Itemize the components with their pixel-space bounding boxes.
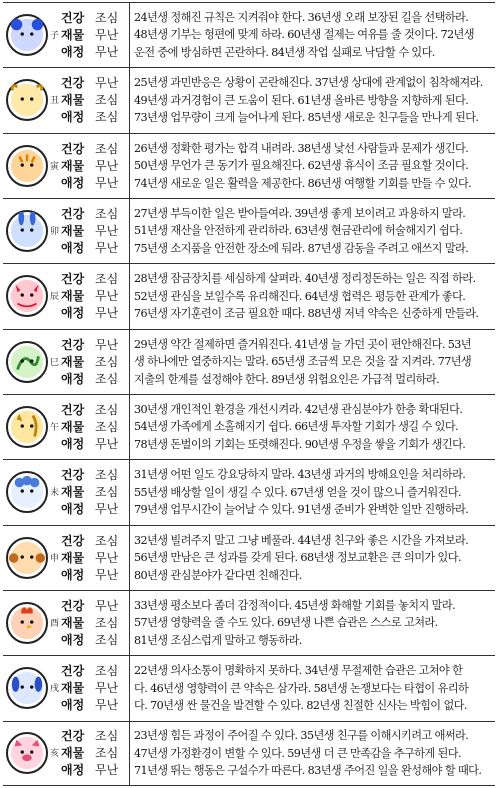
zodiac-ratings-cell [3, 264, 130, 328]
zodiac-hanja: 未 [50, 488, 60, 499]
fortune-line: 52년생 관심을 보일수록 유리해진다. 64년생 협력은 평등한 관계가 좋다. [134, 289, 466, 303]
zodiac-row [3, 67, 495, 132]
rabbit-icon [6, 210, 48, 252]
category-label: 애정 [61, 371, 85, 386]
fortune-line: 50년생 무언가 큰 동기가 필요해진다. 62년생 휴식이 조금 필요할 것이다. [134, 159, 469, 173]
zodiac-hanja: 戌 [50, 684, 60, 695]
love-rating [61, 240, 129, 257]
fortune-text [134, 9, 493, 62]
category-label: 건강 [61, 11, 85, 26]
health-rating [61, 598, 129, 615]
category-label: 재물 [61, 93, 85, 108]
zodiac-row [3, 459, 495, 524]
fortune-categories [61, 467, 129, 518]
category-label: 건강 [61, 141, 85, 156]
category-value: 조심 [95, 207, 119, 222]
fortune-line: 54년생 가족에게 소홀해지기 쉽다. 66년생 투자할 기회가 생길 수 있다. [134, 420, 458, 434]
love-rating [61, 44, 129, 61]
zodiac-row [3, 590, 495, 655]
category-label: 애정 [61, 437, 85, 452]
category-label: 재물 [61, 550, 85, 565]
category-value: 조심 [95, 533, 119, 548]
category-value: 무난 [95, 45, 119, 60]
category-value: 무난 [95, 76, 119, 91]
fortune-text [134, 401, 493, 454]
fortune-text [134, 140, 493, 193]
fortune-line: 49년생 과거경험이 큰 도움이 된다. 61년생 올바른 방향을 지향하게 된다. [134, 93, 469, 107]
snake-icon [6, 341, 48, 383]
zodiac-ratings-cell [3, 199, 130, 263]
zodiac-hanja: 辰 [50, 292, 60, 303]
love-rating [61, 697, 129, 714]
category-label: 재물 [61, 681, 85, 696]
zodiac-ratings-cell [3, 526, 130, 590]
fortune-line: 27년생 부득이한 일은 받아들여라. 39년생 좋게 보이려고 과용하지 말라. [134, 206, 466, 220]
zodiac-row [3, 133, 495, 198]
category-label: 건강 [61, 533, 85, 548]
category-label: 재물 [61, 354, 85, 369]
wealth-rating [61, 223, 129, 240]
wealth-rating [61, 354, 129, 371]
fortune-line: 22년생 의사소통이 명확하지 못하다. 34년생 무절제한 습관은 고쳐야 한 [134, 664, 463, 678]
health-rating [61, 533, 129, 550]
fortune-categories [61, 271, 129, 322]
fortune-text [134, 336, 493, 389]
category-value: 무난 [95, 337, 119, 352]
zodiac-ratings-cell [3, 330, 130, 394]
category-value: 무난 [95, 550, 119, 565]
fortune-line: 지출의 한계를 설정해야 한다. 89년생 위험요인은 가급적 멀리하라. [134, 372, 440, 386]
fortune-line: 26년생 정확한 평가는 합격 내려라. 38년생 낯선 사람들과 문제가 생긴다. [134, 141, 469, 155]
wealth-rating [61, 615, 129, 632]
health-rating [61, 467, 129, 484]
zodiac-ratings-cell [3, 656, 130, 720]
category-value: 조심 [95, 633, 119, 648]
category-label: 재물 [61, 485, 85, 500]
category-label: 건강 [61, 207, 85, 222]
fortune-line: 80년생 관심분야가 같다면 친해진다. [134, 568, 302, 582]
category-label: 애정 [61, 633, 85, 648]
category-label: 재물 [61, 158, 85, 173]
love-rating [61, 371, 129, 388]
fortune-line: 79년생 업무시간이 늘어날 수 있다. 91년생 준비가 완벽한 일만 진행하라. [134, 503, 469, 517]
fortune-categories [61, 663, 129, 714]
category-value: 무난 [95, 681, 119, 696]
zodiac-hanja: 午 [50, 423, 60, 434]
health-rating [61, 337, 129, 354]
fortune-line: 75년생 소지품을 안전한 장소에 둬라. 87년생 감동을 주려고 애쓰지 말라. [134, 241, 469, 255]
zodiac-ratings-cell [3, 134, 130, 198]
fortune-line: 30년생 개인적인 환경을 개선시켜라. 42년생 관심분야가 한층 확대된다. [134, 402, 463, 416]
fortune-categories [61, 337, 129, 388]
fortune-line: 51년생 재산을 안전하게 관리하라. 63년생 현금관리에 허술해지기 쉽다. [134, 224, 463, 238]
category-value: 조심 [95, 403, 119, 418]
fortune-text [134, 532, 493, 585]
fortune-line: 55년생 배상할 일이 생길 수 있다. 67년생 얻을 것이 많으니 즐거워진다. [134, 485, 461, 499]
fortune-categories [61, 728, 129, 779]
fortune-text [134, 74, 493, 127]
wealth-rating [61, 288, 129, 305]
fortune-line: 25년생 과민반응은 상황이 곤란해진다. 37년생 상대에 관계없이 침착해져라. [134, 76, 483, 90]
tiger-icon [6, 145, 48, 187]
love-rating [61, 501, 129, 518]
category-value: 조심 [95, 664, 119, 679]
category-value: 조심 [95, 110, 119, 125]
category-label: 재물 [61, 746, 85, 761]
fortune-text [134, 270, 493, 323]
fortune-line: 다. 70년생 싼 물건을 발견할 수 있다. 82년생 친절한 신사는 박힘이 없다. [134, 699, 467, 713]
category-value: 조심 [95, 468, 119, 483]
fortune-line: 76년생 자기훈련이 조금 필요한 때다. 88년생 저녁 약속은 신중하게 만들라. [134, 307, 479, 321]
zodiac-hanja: 巳 [50, 357, 60, 368]
fortune-categories [61, 10, 129, 61]
zodiac-hanja: 申 [50, 553, 60, 564]
zodiac-hanja: 亥 [50, 749, 60, 760]
love-rating [61, 109, 129, 126]
dragon-icon [6, 275, 48, 317]
category-value: 무난 [95, 241, 119, 256]
fortune-text [134, 727, 493, 780]
category-value: 조심 [95, 11, 119, 26]
category-value: 조심 [95, 354, 119, 369]
ox-icon [6, 79, 48, 121]
health-rating [61, 206, 129, 223]
zodiac-row [3, 721, 495, 786]
zodiac-ratings-cell [3, 68, 130, 132]
fortune-text [134, 597, 493, 650]
category-value: 무난 [95, 567, 119, 582]
category-label: 애정 [61, 763, 85, 778]
zodiac-row [3, 525, 495, 590]
health-rating [61, 141, 129, 158]
rooster-icon [6, 602, 48, 644]
fortune-text [134, 662, 493, 715]
zodiac-row [3, 198, 495, 263]
fortune-line: 74년생 새로운 일은 활력을 제공한다. 86년생 여행할 기회를 만들 수 있다. [134, 176, 472, 190]
dog-icon [6, 667, 48, 709]
category-label: 재물 [61, 616, 85, 631]
zodiac-ratings-cell [3, 460, 130, 524]
category-value: 무난 [95, 175, 119, 190]
category-label: 건강 [61, 664, 85, 679]
love-rating [61, 762, 129, 779]
category-value: 무난 [95, 28, 119, 43]
fortune-line: 운전 중에 방심하면 곤란하다. 84년생 작업 실패로 낙담할 수 있다. [134, 45, 435, 59]
category-label: 건강 [61, 599, 85, 614]
wealth-rating [61, 27, 129, 44]
health-rating [61, 10, 129, 27]
fortune-categories [61, 533, 129, 584]
horoscope-table [3, 2, 495, 786]
fortune-categories [61, 206, 129, 257]
fortune-line: 24년생 정해진 규칙은 지켜줘야 한다. 36년생 오래 보장된 길을 선택하라. [134, 10, 469, 24]
category-label: 건강 [61, 403, 85, 418]
fortune-categories [61, 598, 129, 649]
zodiac-hanja: 酉 [50, 619, 60, 630]
fortune-categories [61, 402, 129, 453]
fortune-line: 29년생 약간 절제하면 즐거워진다. 41년생 늘 가던 곳이 편안해진다. 53년 [134, 337, 472, 351]
zodiac-ratings-cell [3, 3, 130, 67]
category-label: 애정 [61, 175, 85, 190]
category-label: 건강 [61, 468, 85, 483]
fortune-line: 23년생 힘든 과정이 주어질 수 있다. 35년생 친구를 이해시키려고 애써라. [134, 729, 469, 743]
fortune-line: 48년생 기부는 헝편에 맞게 하라. 60년생 절제는 여유를 줄 것이다. 72년생 [134, 28, 474, 42]
category-label: 애정 [61, 502, 85, 517]
category-value: 조심 [95, 485, 119, 500]
category-label: 애정 [61, 45, 85, 60]
category-label: 재물 [61, 289, 85, 304]
sheep-icon [6, 471, 48, 513]
zodiac-hanja: 卯 [50, 227, 60, 238]
zodiac-ratings-cell [3, 591, 130, 655]
horse-icon [6, 406, 48, 448]
category-value: 조심 [95, 420, 119, 435]
category-label: 애정 [61, 306, 85, 321]
category-value: 무난 [95, 763, 119, 778]
fortune-text [134, 466, 493, 519]
zodiac-ratings-cell [3, 722, 130, 785]
pig-icon [6, 732, 48, 774]
wealth-rating [61, 158, 129, 175]
category-value: 무난 [95, 437, 119, 452]
zodiac-row [3, 329, 495, 394]
category-label: 건강 [61, 337, 85, 352]
wealth-rating [61, 484, 129, 501]
wealth-rating [61, 680, 129, 697]
zodiac-hanja: 子 [50, 31, 60, 42]
fortune-line: 생 하나에만 열중하지는 말라. 65년생 조금씩 모은 것을 잘 지켜라. 77년생 [134, 355, 472, 369]
category-label: 재물 [61, 28, 85, 43]
fortune-text [134, 205, 493, 258]
category-label: 애정 [61, 241, 85, 256]
zodiac-row [3, 394, 495, 459]
category-value: 무난 [95, 224, 119, 239]
fortune-line: 33년생 평소보다 좀더 감정적이다. 45년생 화해할 기회를 놓치지 말라. [134, 598, 456, 612]
category-label: 재물 [61, 420, 85, 435]
zodiac-hanja: 寅 [50, 161, 60, 172]
health-rating [61, 728, 129, 745]
fortune-line: 78년생 돈벌이의 기회는 또렷해진다. 90년생 우정을 쌓을 기회가 생긴다. [134, 437, 466, 451]
fortune-line: 56년생 만남은 큰 성과를 갖게 된다. 68년생 정보교환은 큰 의미가 있다. [134, 551, 461, 565]
fortune-categories [61, 141, 129, 192]
zodiac-row [3, 655, 495, 720]
wealth-rating [61, 92, 129, 109]
category-label: 재물 [61, 224, 85, 239]
zodiac-row [3, 263, 495, 328]
category-value: 조심 [95, 371, 119, 386]
category-value: 무난 [95, 289, 119, 304]
category-label: 건강 [61, 729, 85, 744]
fortune-line: 71년생 뛰는 행동은 구설수가 따른다. 83년생 주어진 일을 완성해야 할 때다. [134, 764, 482, 778]
category-label: 애정 [61, 110, 85, 125]
zodiac-hanja: 丑 [50, 96, 60, 107]
category-label: 애정 [61, 698, 85, 713]
category-value: 조심 [95, 93, 119, 108]
category-value: 조심 [95, 746, 119, 761]
category-value: 조심 [95, 141, 119, 156]
category-value: 무난 [95, 158, 119, 173]
zodiac-row [3, 2, 495, 67]
category-value: 무난 [95, 502, 119, 517]
love-rating [61, 632, 129, 649]
fortune-line: 47년생 가정환경이 변할 수 있다. 59년생 더 큰 만족감을 추구하게 된다. [134, 746, 461, 760]
fortune-line: 다. 46년생 영향력이 큰 약속은 삼가라. 58년생 논쟁보다는 타협이 유리하 [134, 681, 469, 695]
category-value: 무난 [95, 599, 119, 614]
category-value: 조심 [95, 272, 119, 287]
wealth-rating [61, 419, 129, 436]
health-rating [61, 75, 129, 92]
fortune-line: 31년생 어떤 일도 강요당하지 말라. 43년생 과거의 방해요인을 처리하라. [134, 468, 466, 482]
rat-icon [6, 14, 48, 56]
love-rating [61, 567, 129, 584]
category-value: 조심 [95, 616, 119, 631]
fortune-line: 81년생 조심스럽게 말하고 행동하라. [134, 633, 302, 647]
monkey-icon [6, 537, 48, 579]
category-value: 무난 [95, 306, 119, 321]
wealth-rating [61, 550, 129, 567]
health-rating [61, 271, 129, 288]
zodiac-ratings-cell [3, 395, 130, 459]
health-rating [61, 663, 129, 680]
love-rating [61, 175, 129, 192]
fortune-line: 57년생 영향력을 줄 수도 있다. 69년생 나쁜 습관은 스스로 고쳐라. [134, 616, 438, 630]
category-label: 애정 [61, 567, 85, 582]
wealth-rating [61, 745, 129, 762]
fortune-categories [61, 75, 129, 126]
fortune-line: 73년생 업무량이 크게 늘어나게 된다. 85년생 새로운 친구들을 만나게 된다. [134, 111, 479, 125]
category-label: 건강 [61, 76, 85, 91]
love-rating [61, 305, 129, 322]
love-rating [61, 436, 129, 453]
category-value: 무난 [95, 698, 119, 713]
category-value: 조심 [95, 729, 119, 744]
fortune-line: 32년생 빌려주지 말고 그냥 베풀라. 44년생 친구와 좋은 시간을 가져보라. [134, 533, 469, 547]
fortune-line: 28년생 잠금장치를 세심하게 살펴라. 40년생 정리정돈하는 일은 직접 하라. [134, 272, 476, 286]
health-rating [61, 402, 129, 419]
category-label: 건강 [61, 272, 85, 287]
